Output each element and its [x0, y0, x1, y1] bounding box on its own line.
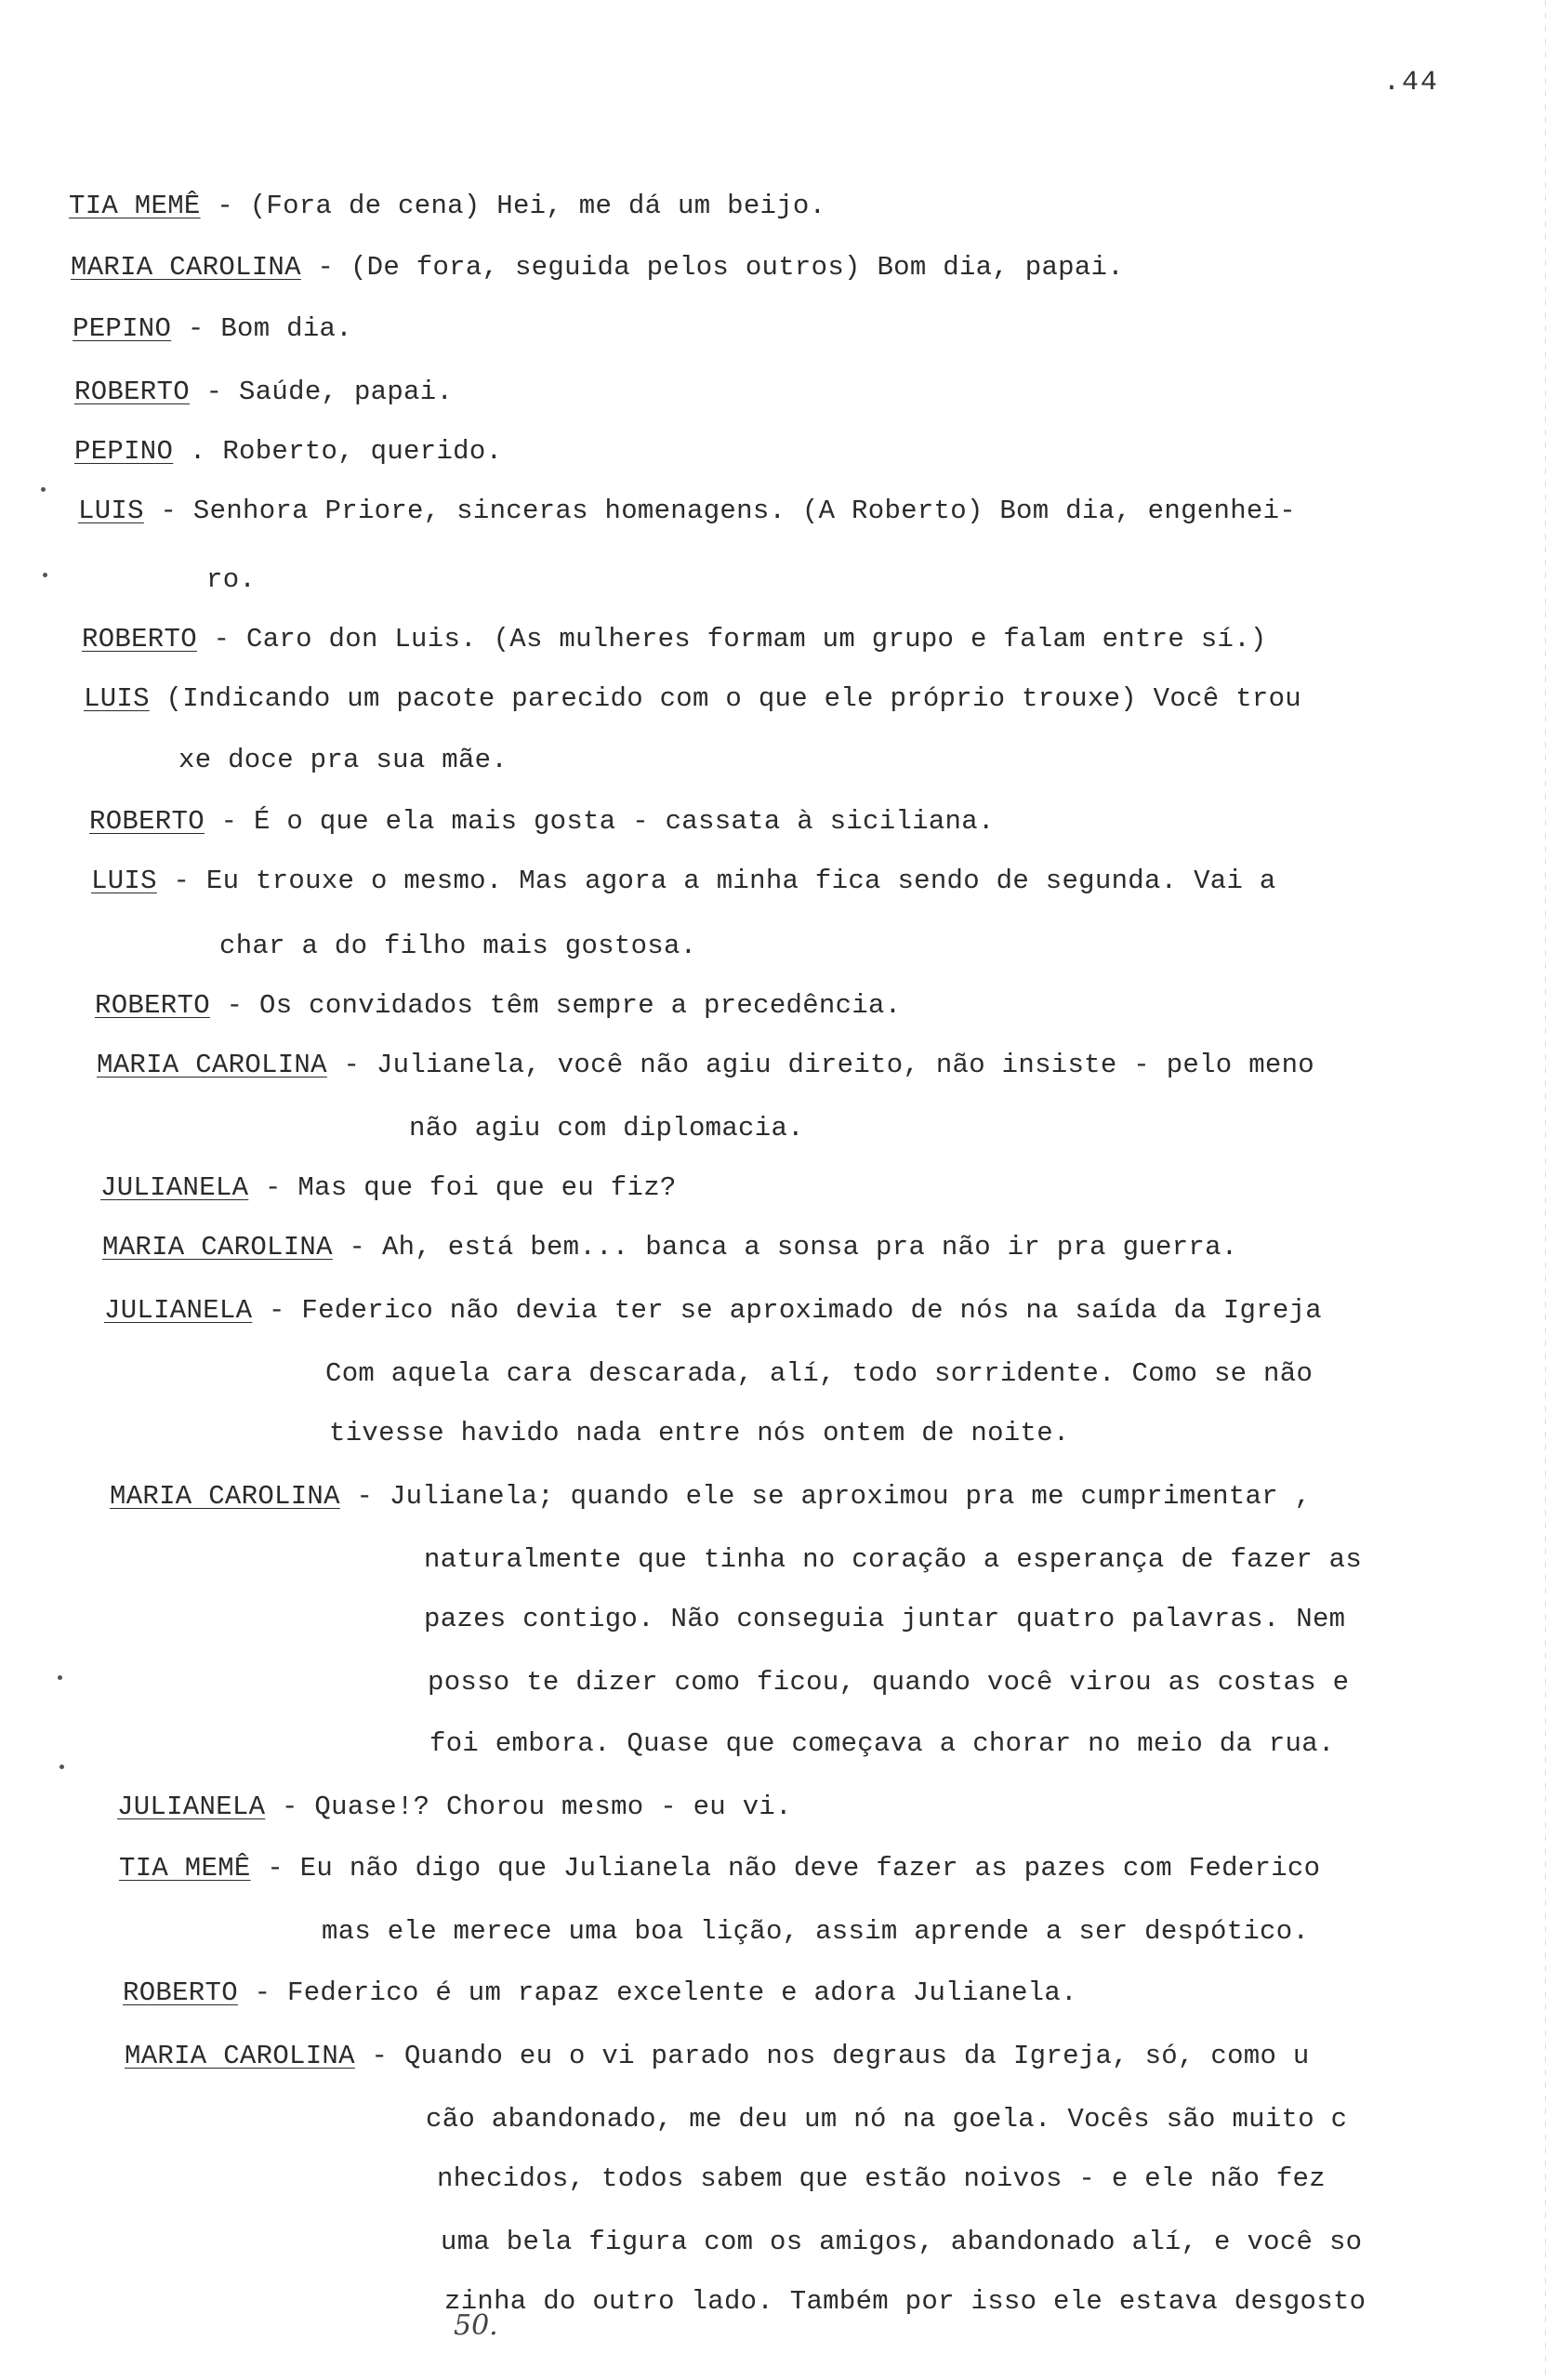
dialogue-line — [71, 251, 1124, 284]
speech-text: - Julianela, você não agiu direito, não insiste - pelo meno — [326, 1050, 1315, 1080]
dialogue-line — [69, 190, 825, 223]
speech-text: não agiu com diplomacia. — [409, 1113, 804, 1144]
speaker-name: PEPINO — [74, 436, 174, 467]
continuation-line — [429, 1727, 1335, 1761]
speech-text: - Mas que foi que eu fiz? — [248, 1172, 677, 1203]
continuation-line — [219, 930, 696, 963]
continuation-line — [441, 2226, 1362, 2259]
speech-text: - Caro don Luis. (As mulheres formam um grupo e falam entre sí.) — [196, 624, 1267, 654]
continuation-line — [424, 1543, 1362, 1577]
speech-text: uma bela figura com os amigos, abandonado alí, e você so — [441, 2227, 1363, 2257]
speech-text: - Os convidados têm sempre a precedência. — [209, 990, 902, 1021]
speaker-name: JULIANELA — [100, 1172, 249, 1203]
margin-dot — [58, 1675, 62, 1680]
speech-text: zinha do outro lado. Também por isso ele estava desgosto — [444, 2286, 1367, 2317]
dialogue-line — [74, 435, 502, 469]
speech-text: - Ah, está bem... banca a sonsa pra não ir pra guerra. — [332, 1232, 1238, 1263]
dialogue-line — [95, 989, 901, 1023]
continuation-line — [409, 1112, 804, 1145]
dialogue-line — [89, 805, 995, 839]
speaker-name: MARIA CAROLINA — [102, 1232, 333, 1263]
dialogue-line — [102, 1231, 1238, 1264]
speech-text: nhecidos, todos sabem que estão noivos - e ele não fez — [437, 2163, 1326, 2194]
continuation-line — [426, 2103, 1347, 2136]
continuation-line — [322, 1915, 1309, 1949]
speaker-name: ROBERTO — [95, 990, 210, 1021]
continuation-line — [424, 1603, 1345, 1636]
speech-text: - Julianela; quando ele se aproximou pra me cumprimentar , — [339, 1481, 1312, 1512]
speaker-name: ROBERTO — [82, 624, 197, 654]
page-number: .44 — [1383, 67, 1440, 99]
speech-text: - Bom dia. — [171, 313, 352, 344]
dialogue-line — [78, 495, 1296, 528]
speech-text: - É o que ela mais gosta - cassata à siciliana. — [204, 806, 995, 837]
speech-text: (Indicando um pacote parecido com o que ele próprio trouxe) Você trou — [149, 683, 1302, 714]
speaker-name: ROBERTO — [123, 1977, 238, 2008]
dialogue-line — [117, 1791, 792, 1824]
speech-text: Com aquela cara descarada, alí, todo sorridente. Como se não — [325, 1358, 1314, 1389]
speaker-name: TIA MEMÊ — [69, 191, 201, 221]
continuation-line — [178, 744, 508, 777]
dialogue-line — [100, 1171, 677, 1205]
speech-text: posso te dizer como ficou, quando você virou as costas e — [428, 1667, 1350, 1698]
speaker-name: ROBERTO — [89, 806, 205, 837]
dialogue-line — [74, 376, 453, 409]
speaker-name: MARIA CAROLINA — [110, 1481, 340, 1512]
continuation-line — [325, 1357, 1313, 1391]
speech-text: ro. — [206, 564, 257, 595]
continuation-line — [428, 1666, 1349, 1699]
dialogue-line — [73, 312, 352, 346]
handwritten-page-mark: 50. — [454, 2309, 498, 2342]
speaker-name: MARIA CAROLINA — [97, 1050, 327, 1080]
speech-text: tivesse havido nada entre nós ontem de noite. — [329, 1418, 1070, 1448]
speech-text: - Eu trouxe o mesmo. Mas agora a minha fica sendo de segunda. Vai a — [156, 866, 1276, 896]
dialogue-line — [123, 1977, 1077, 2010]
speech-text: pazes contigo. Não conseguia juntar quatro palavras. Nem — [424, 1604, 1346, 1634]
continuation-line — [444, 2285, 1366, 2319]
speaker-name: PEPINO — [73, 313, 172, 344]
dialogue-line — [84, 682, 1301, 716]
margin-dot — [59, 1765, 64, 1769]
speech-text: - Federico é um rapaz excelente e adora Julianela. — [237, 1977, 1077, 2008]
dialogue-line — [110, 1480, 1311, 1514]
speaker-name: MARIA CAROLINA — [125, 2041, 355, 2071]
speech-text: foi embora. Quase que começava a chorar no meio da rua. — [429, 1728, 1335, 1759]
speaker-name: LUIS — [91, 866, 157, 896]
speech-text: - Senhora Priore, sinceras homenagens. (A Roberto) Bom dia, engenhei- — [143, 496, 1297, 526]
speech-text: cão abandonado, me deu um nó na goela. Vocês são muito c — [426, 2104, 1348, 2135]
speaker-name: MARIA CAROLINA — [71, 252, 301, 283]
margin-dot — [43, 573, 47, 577]
speech-text: - Quase!? Chorou mesmo - eu vi. — [265, 1792, 792, 1822]
speaker-name: LUIS — [84, 683, 150, 714]
dialogue-line — [104, 1294, 1322, 1328]
speech-text: - (De fora, seguida pelos outros) Bom dia, papai. — [300, 252, 1124, 283]
speaker-name: JULIANELA — [104, 1295, 253, 1326]
speech-text: - Quando eu o vi parado nos degraus da Igreja, só, como u — [354, 2041, 1310, 2071]
speech-text: - Saúde, papai. — [189, 377, 454, 407]
continuation-line — [329, 1417, 1070, 1450]
speech-text: - (Fora de cena) Hei, me dá um beijo. — [200, 191, 826, 221]
page-edge-line — [1545, 0, 1546, 2380]
continuation-line — [206, 563, 256, 597]
speech-text: naturalmente que tinha no coração a esperança de fazer as — [424, 1544, 1363, 1575]
margin-dot — [41, 487, 46, 492]
speech-text: . Roberto, querido. — [173, 436, 503, 467]
dialogue-line — [91, 865, 1276, 898]
speech-text: - Federico não devia ter se aproximado de nós na saída da Igreja — [252, 1295, 1323, 1326]
speaker-name: LUIS — [78, 496, 144, 526]
speaker-name: ROBERTO — [74, 377, 190, 407]
dialogue-line — [82, 623, 1267, 656]
speech-text: - Eu não digo que Julianela não deve fazer as pazes com Federico — [250, 1853, 1321, 1884]
speaker-name: JULIANELA — [117, 1792, 266, 1822]
speech-text: mas ele merece uma boa lição, assim aprende a ser despótico. — [322, 1916, 1310, 1947]
speech-text: char a do filho mais gostosa. — [219, 931, 697, 961]
speech-text: xe doce pra sua mãe. — [178, 745, 508, 775]
speaker-name: TIA MEMÊ — [119, 1853, 251, 1884]
dialogue-line — [119, 1852, 1320, 1885]
continuation-line — [437, 2162, 1326, 2196]
dialogue-line — [125, 2040, 1310, 2073]
dialogue-line — [97, 1049, 1314, 1082]
